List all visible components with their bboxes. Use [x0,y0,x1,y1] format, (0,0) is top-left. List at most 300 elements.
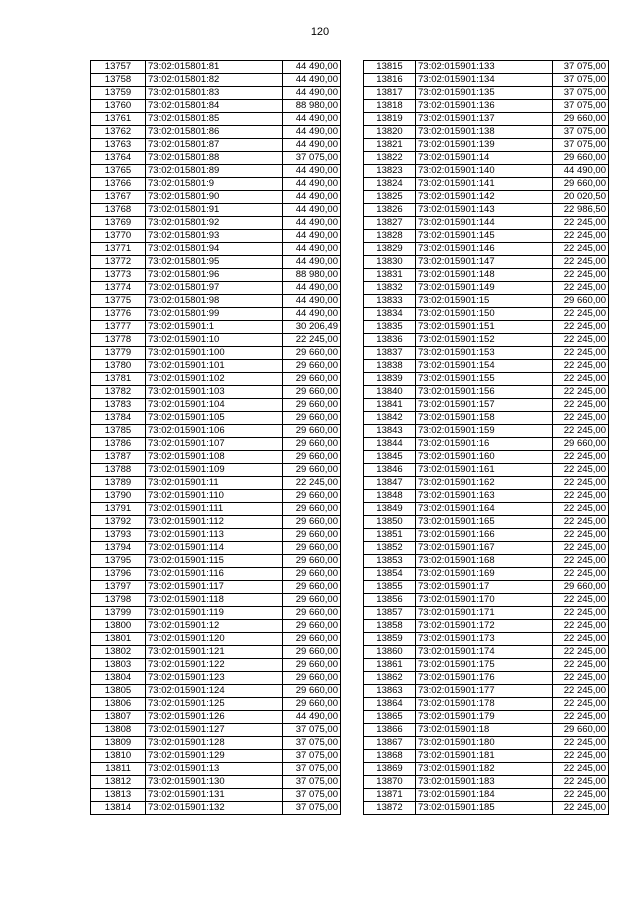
row-value: 44 490,00 [283,74,341,87]
row-number: 13757 [91,61,146,74]
cadastral-number: 73:02:015901:10 [146,334,283,347]
row-value: 22 245,00 [553,425,609,438]
row-number: 13777 [91,321,146,334]
table-row [91,685,341,698]
row-value: 29 660,00 [283,620,341,633]
row-number: 13778 [91,334,146,347]
cadastral-number: 73:02:015901:127 [146,724,283,737]
row-number: 13782 [91,386,146,399]
table-row [364,373,609,386]
cadastral-number: 73:02:015901:107 [146,438,283,451]
table-row [364,451,609,464]
cadastral-number: 73:02:015901:18 [416,724,553,737]
row-value: 22 245,00 [553,230,609,243]
table-row [364,438,609,451]
table-row [364,737,609,750]
table-row [91,620,341,633]
row-number: 13812 [91,776,146,789]
row-value: 22 245,00 [553,464,609,477]
table-row [91,490,341,503]
table-row [91,295,341,308]
row-number: 13766 [91,178,146,191]
cadastral-number: 73:02:015901:1 [146,321,283,334]
row-number: 13834 [364,308,416,321]
row-value: 22 245,00 [553,737,609,750]
row-value: 44 490,00 [283,295,341,308]
row-value: 44 490,00 [283,191,341,204]
row-value: 29 660,00 [283,685,341,698]
row-number: 13865 [364,711,416,724]
row-value: 88 980,00 [283,269,341,282]
cadastral-number: 73:02:015901:122 [146,659,283,672]
cadastral-number: 73:02:015901:172 [416,620,553,633]
table-row [91,542,341,555]
row-value: 22 245,00 [553,334,609,347]
table-row [91,659,341,672]
table-row [91,516,341,529]
table-row [364,308,609,321]
table-row [91,451,341,464]
row-number: 13798 [91,594,146,607]
cadastral-number: 73:02:015901:102 [146,373,283,386]
row-value: 22 245,00 [553,399,609,412]
row-value: 22 245,00 [553,360,609,373]
cadastral-number: 73:02:015901:142 [416,191,553,204]
table-row [364,802,609,815]
row-value: 29 660,00 [283,438,341,451]
cadastral-number: 73:02:015901:131 [146,789,283,802]
table-row [91,230,341,243]
table-row [364,74,609,87]
row-number: 13769 [91,217,146,230]
row-number: 13854 [364,568,416,581]
cadastral-number: 73:02:015901:169 [416,568,553,581]
row-number: 13866 [364,724,416,737]
table-row [91,126,341,139]
row-number: 13839 [364,373,416,386]
cadastral-number: 73:02:015901:174 [416,646,553,659]
row-value: 29 660,00 [553,724,609,737]
cadastral-number: 73:02:015901:128 [146,737,283,750]
row-value: 37 075,00 [553,61,609,74]
row-value: 44 490,00 [283,165,341,178]
table-row [91,74,341,87]
cadastral-number: 73:02:015901:132 [146,802,283,815]
table-row [364,100,609,113]
cadastral-number: 73:02:015901:118 [146,594,283,607]
row-number: 13814 [91,802,146,815]
cadastral-number: 73:02:015901:146 [416,243,553,256]
cadastral-number: 73:02:015801:92 [146,217,283,230]
table-row [91,321,341,334]
row-number: 13833 [364,295,416,308]
row-value: 29 660,00 [283,490,341,503]
row-value: 22 245,00 [553,451,609,464]
table-row [91,386,341,399]
cadastral-number: 73:02:015801:91 [146,204,283,217]
table-row [364,503,609,516]
table-row [91,347,341,360]
row-number: 13860 [364,646,416,659]
cadastral-number: 73:02:015901:130 [146,776,283,789]
row-value: 44 490,00 [283,204,341,217]
table-row [364,698,609,711]
row-number: 13787 [91,451,146,464]
table-row [364,750,609,763]
cadastral-number: 73:02:015901:119 [146,607,283,620]
row-number: 13767 [91,191,146,204]
table-row [91,464,341,477]
table-row [364,477,609,490]
cadastral-number: 73:02:015801:94 [146,243,283,256]
row-number: 13861 [364,659,416,672]
table-row [364,191,609,204]
row-number: 13764 [91,152,146,165]
table-row [91,308,341,321]
cadastral-number: 73:02:015901:129 [146,750,283,763]
table-row [364,347,609,360]
row-value: 37 075,00 [553,100,609,113]
table-row [364,399,609,412]
row-number: 13817 [364,87,416,100]
table-row [364,113,609,126]
table-row [91,594,341,607]
table-row [91,100,341,113]
table-row [91,61,341,74]
row-value: 44 490,00 [283,113,341,126]
row-number: 13855 [364,581,416,594]
table-row [91,178,341,191]
row-value: 29 660,00 [283,607,341,620]
table-row [364,568,609,581]
row-number: 13759 [91,87,146,100]
cadastral-number: 73:02:015801:86 [146,126,283,139]
row-value: 22 245,00 [553,529,609,542]
row-value: 22 245,00 [283,477,341,490]
table-row [91,724,341,737]
cadastral-number: 73:02:015901:184 [416,789,553,802]
row-number: 13871 [364,789,416,802]
row-number: 13804 [91,672,146,685]
cadastral-number: 73:02:015901:173 [416,633,553,646]
cadastral-number: 73:02:015901:150 [416,308,553,321]
row-number: 13840 [364,386,416,399]
row-number: 13849 [364,503,416,516]
row-number: 13837 [364,347,416,360]
row-value: 22 245,00 [553,711,609,724]
cadastral-number: 73:02:015901:136 [416,100,553,113]
row-value: 22 245,00 [553,789,609,802]
table-row [91,217,341,230]
row-value: 22 245,00 [553,555,609,568]
table-row [364,646,609,659]
table-row [91,555,341,568]
row-number: 13800 [91,620,146,633]
cadastral-number: 73:02:015901:137 [416,113,553,126]
row-value: 29 660,00 [283,425,341,438]
cadastral-number: 73:02:015901:104 [146,399,283,412]
row-number: 13818 [364,100,416,113]
row-number: 13858 [364,620,416,633]
row-number: 13780 [91,360,146,373]
row-value: 22 245,00 [553,542,609,555]
row-number: 13828 [364,230,416,243]
row-value: 22 245,00 [553,243,609,256]
row-number: 13761 [91,113,146,126]
table-row [364,126,609,139]
cadastral-number: 73:02:015901:183 [416,776,553,789]
cadastral-number: 73:02:015801:90 [146,191,283,204]
row-value: 29 660,00 [283,399,341,412]
row-number: 13781 [91,373,146,386]
cadastral-number: 73:02:015901:176 [416,672,553,685]
table-row [91,737,341,750]
row-number: 13783 [91,399,146,412]
row-number: 13803 [91,659,146,672]
table-row [364,633,609,646]
table-row [364,490,609,503]
row-value: 29 660,00 [553,152,609,165]
row-number: 13791 [91,503,146,516]
cadastral-number: 73:02:015901:147 [416,256,553,269]
table-row [91,204,341,217]
row-value: 20 020,50 [553,191,609,204]
table-row [364,529,609,542]
cadastral-number: 73:02:015901:145 [416,230,553,243]
row-value: 22 245,00 [553,308,609,321]
row-number: 13788 [91,464,146,477]
table-row [364,165,609,178]
row-number: 13801 [91,633,146,646]
row-value: 22 245,00 [553,776,609,789]
row-value: 29 660,00 [283,412,341,425]
row-value: 29 660,00 [283,386,341,399]
row-value: 22 245,00 [553,516,609,529]
cadastral-number: 73:02:015901:160 [416,451,553,464]
table-row [364,542,609,555]
row-number: 13795 [91,555,146,568]
table-row [364,789,609,802]
row-value: 30 206,49 [283,321,341,334]
row-number: 13826 [364,204,416,217]
row-value: 29 660,00 [283,698,341,711]
table-row [364,412,609,425]
table-row [91,750,341,763]
row-value: 29 660,00 [283,646,341,659]
table-row [91,711,341,724]
row-value: 29 660,00 [283,542,341,555]
row-number: 13841 [364,399,416,412]
row-value: 44 490,00 [553,165,609,178]
table-row [364,217,609,230]
cadastral-number: 73:02:015801:88 [146,152,283,165]
table-row [364,386,609,399]
row-value: 22 245,00 [553,412,609,425]
row-number: 13847 [364,477,416,490]
row-number: 13799 [91,607,146,620]
row-number: 13870 [364,776,416,789]
cadastral-number: 73:02:015901:133 [416,61,553,74]
row-value: 22 245,00 [553,646,609,659]
row-value: 37 075,00 [283,763,341,776]
cadastral-number: 73:02:015901:165 [416,516,553,529]
right-register-table [363,60,609,815]
row-value: 22 245,00 [553,321,609,334]
table-row [364,685,609,698]
row-number: 13845 [364,451,416,464]
row-number: 13869 [364,763,416,776]
row-number: 13830 [364,256,416,269]
cadastral-number: 73:02:015901:103 [146,386,283,399]
row-number: 13789 [91,477,146,490]
cadastral-number: 73:02:015901:105 [146,412,283,425]
row-number: 13835 [364,321,416,334]
row-number: 13863 [364,685,416,698]
row-number: 13821 [364,139,416,152]
row-value: 29 660,00 [283,373,341,386]
cadastral-number: 73:02:015801:89 [146,165,283,178]
row-value: 29 660,00 [283,347,341,360]
row-value: 22 245,00 [553,698,609,711]
row-value: 22 245,00 [553,503,609,516]
cadastral-number: 73:02:015901:157 [416,399,553,412]
cadastral-number: 73:02:015901:149 [416,282,553,295]
cadastral-number: 73:02:015901:185 [416,802,553,815]
row-number: 13779 [91,347,146,360]
row-number: 13771 [91,243,146,256]
row-number: 13793 [91,529,146,542]
table-row [364,282,609,295]
cadastral-number: 73:02:015901:17 [416,581,553,594]
cadastral-number: 73:02:015801:83 [146,87,283,100]
row-number: 13774 [91,282,146,295]
cadastral-number: 73:02:015901:151 [416,321,553,334]
cadastral-number: 73:02:015901:124 [146,685,283,698]
row-value: 44 490,00 [283,61,341,74]
row-number: 13811 [91,763,146,776]
cadastral-number: 73:02:015901:180 [416,737,553,750]
row-value: 44 490,00 [283,256,341,269]
table-row [91,87,341,100]
row-value: 37 075,00 [283,152,341,165]
row-number: 13784 [91,412,146,425]
table-row [364,776,609,789]
cadastral-number: 73:02:015901:164 [416,503,553,516]
table-row [91,477,341,490]
row-number: 13810 [91,750,146,763]
row-number: 13815 [364,61,416,74]
row-number: 13829 [364,243,416,256]
row-number: 13807 [91,711,146,724]
cadastral-number: 73:02:015801:87 [146,139,283,152]
table-row [364,61,609,74]
table-row [364,321,609,334]
row-number: 13850 [364,516,416,529]
cadastral-number: 73:02:015901:115 [146,555,283,568]
row-number: 13796 [91,568,146,581]
cadastral-number: 73:02:015901:123 [146,672,283,685]
table-row [91,633,341,646]
cadastral-number: 73:02:015901:113 [146,529,283,542]
row-value: 29 660,00 [283,581,341,594]
row-number: 13813 [91,789,146,802]
cadastral-number: 73:02:015901:171 [416,607,553,620]
row-value: 37 075,00 [283,802,341,815]
row-number: 13856 [364,594,416,607]
row-value: 37 075,00 [283,724,341,737]
row-value: 22 245,00 [283,334,341,347]
cadastral-number: 73:02:015801:84 [146,100,283,113]
row-value: 22 245,00 [553,256,609,269]
cadastral-number: 73:02:015901:134 [416,74,553,87]
cadastral-number: 73:02:015801:9 [146,178,283,191]
row-number: 13825 [364,191,416,204]
row-value: 44 490,00 [283,87,341,100]
table-row [364,230,609,243]
row-number: 13838 [364,360,416,373]
cadastral-number: 73:02:015901:175 [416,659,553,672]
row-number: 13827 [364,217,416,230]
cadastral-number: 73:02:015901:170 [416,594,553,607]
row-number: 13824 [364,178,416,191]
row-value: 37 075,00 [553,139,609,152]
row-value: 29 660,00 [283,659,341,672]
row-number: 13857 [364,607,416,620]
row-number: 13819 [364,113,416,126]
table-row [91,646,341,659]
page-number: 120 [310,26,330,38]
row-number: 13806 [91,698,146,711]
row-value: 44 490,00 [283,230,341,243]
cadastral-number: 73:02:015901:14 [416,152,553,165]
cadastral-number: 73:02:015901:141 [416,178,553,191]
row-number: 13831 [364,269,416,282]
row-value: 29 660,00 [283,360,341,373]
table-row [364,594,609,607]
cadastral-number: 73:02:015901:178 [416,698,553,711]
table-row [91,113,341,126]
row-value: 37 075,00 [283,737,341,750]
table-row [364,152,609,165]
row-value: 22 245,00 [553,672,609,685]
cadastral-number: 73:02:015901:143 [416,204,553,217]
table-row [91,373,341,386]
row-value: 29 660,00 [283,633,341,646]
table-row [364,204,609,217]
cadastral-number: 73:02:015901:167 [416,542,553,555]
row-number: 13790 [91,490,146,503]
table-row [364,724,609,737]
row-number: 13785 [91,425,146,438]
row-value: 22 245,00 [553,386,609,399]
table-row [91,581,341,594]
row-value: 22 245,00 [553,269,609,282]
table-row [91,269,341,282]
cadastral-number: 73:02:015901:155 [416,373,553,386]
row-number: 13868 [364,750,416,763]
cadastral-number: 73:02:015801:99 [146,308,283,321]
row-value: 37 075,00 [553,74,609,87]
row-number: 13820 [364,126,416,139]
row-value: 22 245,00 [553,750,609,763]
cadastral-number: 73:02:015901:159 [416,425,553,438]
cadastral-number: 73:02:015901:116 [146,568,283,581]
table-row [91,763,341,776]
row-value: 22 245,00 [553,594,609,607]
row-number: 13768 [91,204,146,217]
row-number: 13843 [364,425,416,438]
cadastral-number: 73:02:015901:108 [146,451,283,464]
